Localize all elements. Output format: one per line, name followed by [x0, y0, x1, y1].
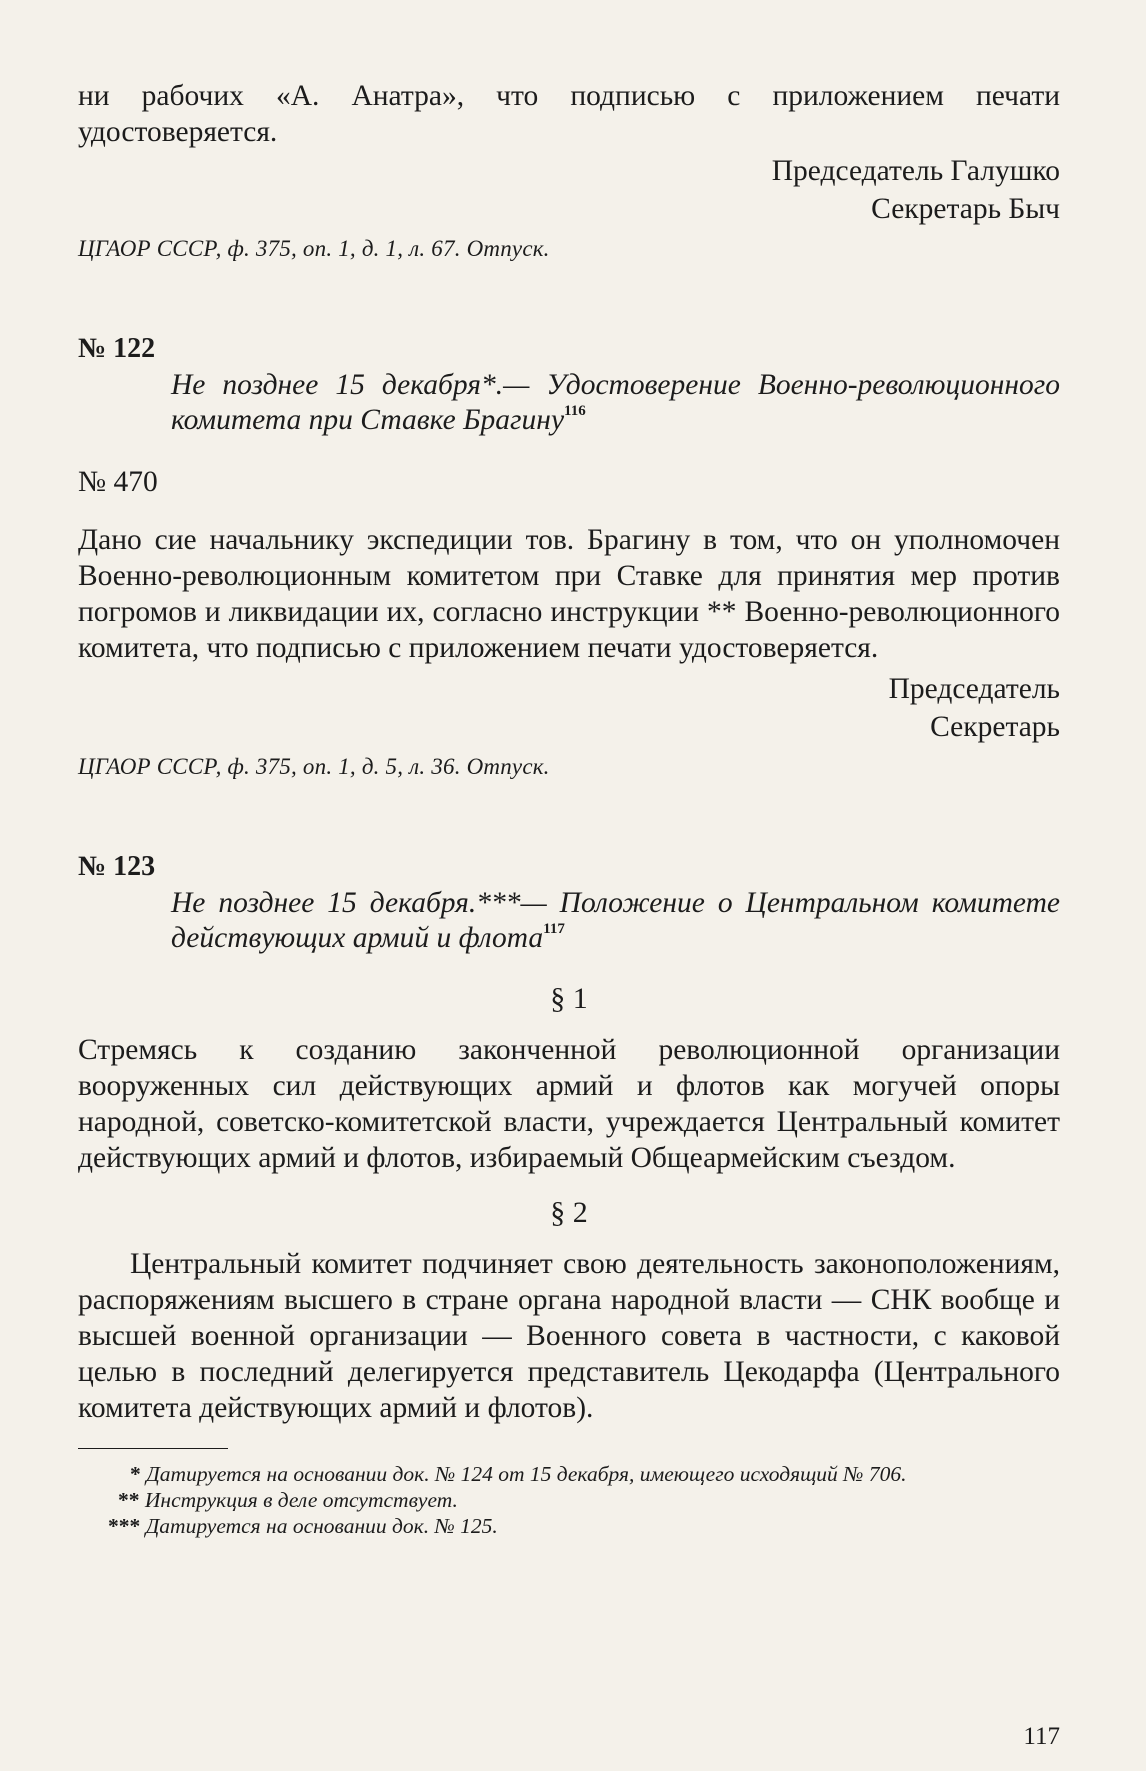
footnote-mark: **	[118, 1488, 140, 1512]
document-title-text: Не позднее 15 декабря.***— Положение о Центральном комитете действующих армий и флота	[171, 887, 1060, 954]
signature-secretary: Секретарь	[930, 711, 1060, 743]
signature-chairman: Председатель Галушко	[771, 155, 1060, 187]
footnote	[78, 1461, 1060, 1487]
document-title	[171, 886, 1060, 956]
section-text: Центральный комитет подчиняет свою деятельность законоположениям, распоряжениям высшего в стране органа народной власти — СНК вообще и высшей военной организации — Военного совета в частности, с каковой целью в последний делегируется представитель Цекодарфа (Центрального комитета действующих армий и флотов).	[78, 1248, 1060, 1424]
document-page	[78, 78, 1060, 1758]
footnote-divider	[78, 1448, 228, 1449]
continuation-text: ни рабочих «А. Анатра», что подписью с приложением печати удостоверяется.	[78, 80, 1060, 148]
footnote-text: Датируется на основании док. № 124 от 15 декабря, имеющего исходящий № 706.	[146, 1462, 907, 1486]
footnote	[78, 1513, 1060, 1539]
document-title-text: Не позднее 15 декабря*.— Удостоверение Военно-революционного комитета при Ставке Брагину	[171, 369, 1060, 436]
title-note-ref: 117	[543, 921, 565, 937]
footnote	[78, 1487, 1060, 1513]
footnote-mark: ***	[108, 1514, 141, 1538]
section-text: Стремясь к созданию законченной революционной организации вооруженных сил действующих армий и флотов как могучей опоры народной, советско-комитетской власти, учреждается Центральный комитет действующих армий и флотов, избираемый Общеармейским съездом.	[78, 1034, 1060, 1174]
document-title	[171, 368, 1060, 438]
footnote-mark: *	[130, 1462, 141, 1486]
signature-chairman: Председатель	[888, 673, 1060, 705]
footnote-text: Инструкция в деле отсутствует.	[144, 1488, 458, 1512]
certificate-text: Дано сие начальнику экспедиции тов. Брагину в том, что он уполномочен Военно-революционным комитетом при Ставке для принятия мер против погромов и ликвидации их, согласно инструкции ** Военно-революционного комитета, что подписью с приложением печати удостоверяется.	[78, 524, 1060, 664]
archive-source: ЦГАОР СССР, ф. 375, оп. 1, д. 1, л. 67. Отпуск.	[78, 236, 550, 261]
archive-source: ЦГАОР СССР, ф. 375, оп. 1, д. 5, л. 36. Отпуск.	[78, 754, 550, 779]
signature-secretary: Секретарь Быч	[871, 193, 1060, 225]
section-heading: § 1	[550, 982, 588, 1015]
document-number: № 122	[78, 333, 156, 364]
document-number: № 123	[78, 851, 156, 882]
page-number: 117	[1023, 1723, 1060, 1750]
section-heading: § 2	[550, 1196, 588, 1229]
registration-number: № 470	[78, 466, 158, 498]
title-note-ref: 116	[564, 403, 586, 419]
footnote-text: Датируется на основании док. № 125.	[145, 1514, 498, 1538]
